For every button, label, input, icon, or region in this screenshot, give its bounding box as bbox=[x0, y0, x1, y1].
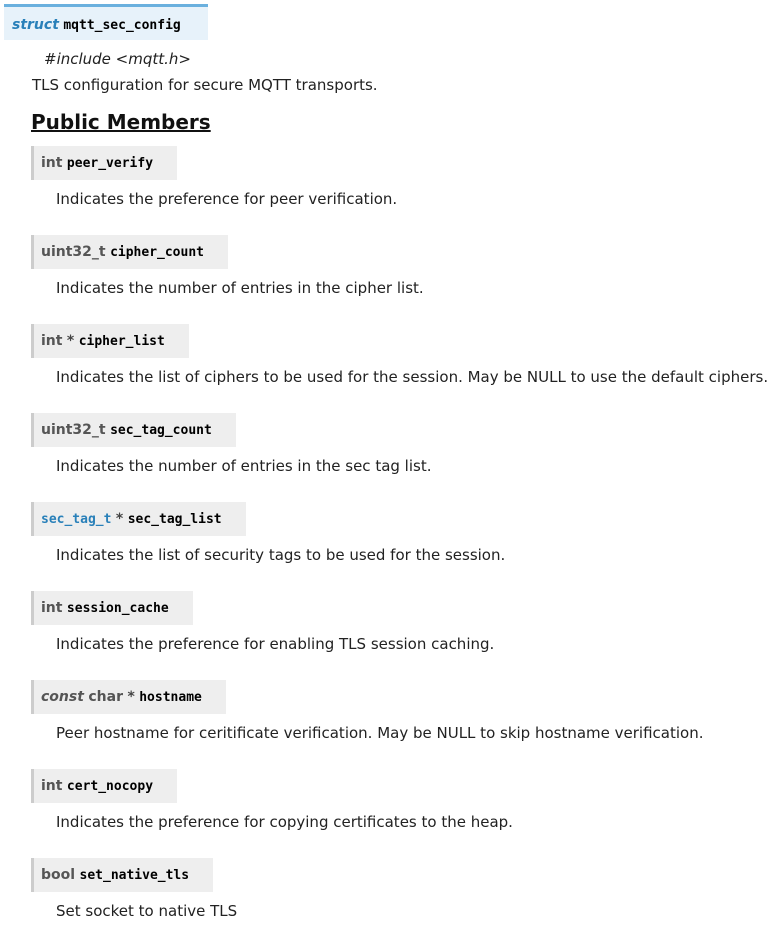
member-type: int bbox=[41, 155, 63, 171]
member-type: int bbox=[41, 600, 63, 616]
member-signature[interactable] bbox=[31, 146, 177, 180]
member-name: set_native_tls bbox=[79, 868, 190, 883]
public-members-heading: Public Members bbox=[31, 110, 211, 134]
member-pointer: * bbox=[127, 689, 135, 705]
member-signature[interactable] bbox=[31, 235, 228, 269]
member-peer-verify bbox=[31, 146, 768, 208]
member-name: cert_nocopy bbox=[66, 779, 154, 794]
member-signature[interactable] bbox=[31, 502, 246, 536]
member-type: char bbox=[88, 689, 123, 705]
member-type: int bbox=[41, 333, 63, 349]
member-cipher-list bbox=[31, 324, 768, 386]
struct-keyword: struct bbox=[12, 17, 59, 33]
member-cipher-count bbox=[31, 235, 768, 297]
member-signature[interactable] bbox=[31, 680, 226, 714]
member-signature[interactable] bbox=[31, 324, 189, 358]
struct-description: TLS configuration for secure MQTT transports. bbox=[32, 76, 378, 94]
member-signature[interactable] bbox=[31, 858, 213, 892]
member-qualifier: const bbox=[41, 689, 84, 705]
member-signature[interactable] bbox=[31, 591, 193, 625]
member-name: peer_verify bbox=[66, 156, 154, 171]
member-sec-tag-list bbox=[31, 502, 768, 564]
member-description: Indicates the preference for peer verification. bbox=[56, 190, 398, 208]
member-type: bool bbox=[41, 867, 76, 883]
member-name: cipher_list bbox=[78, 334, 165, 349]
member-description: Set socket to native TLS bbox=[56, 902, 238, 920]
member-name: sec_tag_list bbox=[127, 512, 222, 527]
member-sec-tag-count bbox=[31, 413, 768, 475]
member-description: Peer hostname for ceritificate verification. May be NULL to skip hostname verification. bbox=[56, 724, 704, 742]
member-name: cipher_count bbox=[110, 245, 204, 260]
member-name: hostname bbox=[139, 690, 202, 705]
member-description: Indicates the number of entries in the cipher list. bbox=[56, 279, 424, 297]
member-name: sec_tag_count bbox=[110, 423, 212, 438]
member-description: Indicates the preference for copying certificates to the heap. bbox=[56, 813, 513, 831]
member-set-native-tls bbox=[31, 858, 768, 920]
member-description: Indicates the list of security tags to be used for the session. bbox=[56, 546, 506, 564]
member-signature[interactable] bbox=[31, 413, 236, 447]
member-type: int bbox=[41, 778, 63, 794]
struct-signature bbox=[4, 4, 208, 40]
member-signature[interactable] bbox=[31, 769, 177, 803]
member-cert-nocopy bbox=[31, 769, 768, 831]
member-type: uint32_t bbox=[41, 422, 106, 438]
include-directive: #include <mqtt.h> bbox=[44, 50, 191, 68]
member-description: Indicates the number of entries in the sec tag list. bbox=[56, 457, 432, 475]
sec-tag-t-type-link[interactable]: sec_tag_t bbox=[41, 512, 112, 527]
member-type: uint32_t bbox=[41, 244, 106, 260]
member-name: session_cache bbox=[66, 601, 169, 616]
member-pointer: * bbox=[66, 333, 75, 349]
member-pointer: * bbox=[115, 511, 124, 527]
member-hostname bbox=[31, 680, 768, 742]
member-description: Indicates the preference for enabling TLS session caching. bbox=[56, 635, 495, 653]
member-session-cache bbox=[31, 591, 768, 653]
member-description: Indicates the list of ciphers to be used for the session. May be NULL to use the default ciphers. bbox=[56, 368, 768, 386]
struct-name[interactable]: mqtt_sec_config bbox=[63, 18, 181, 33]
